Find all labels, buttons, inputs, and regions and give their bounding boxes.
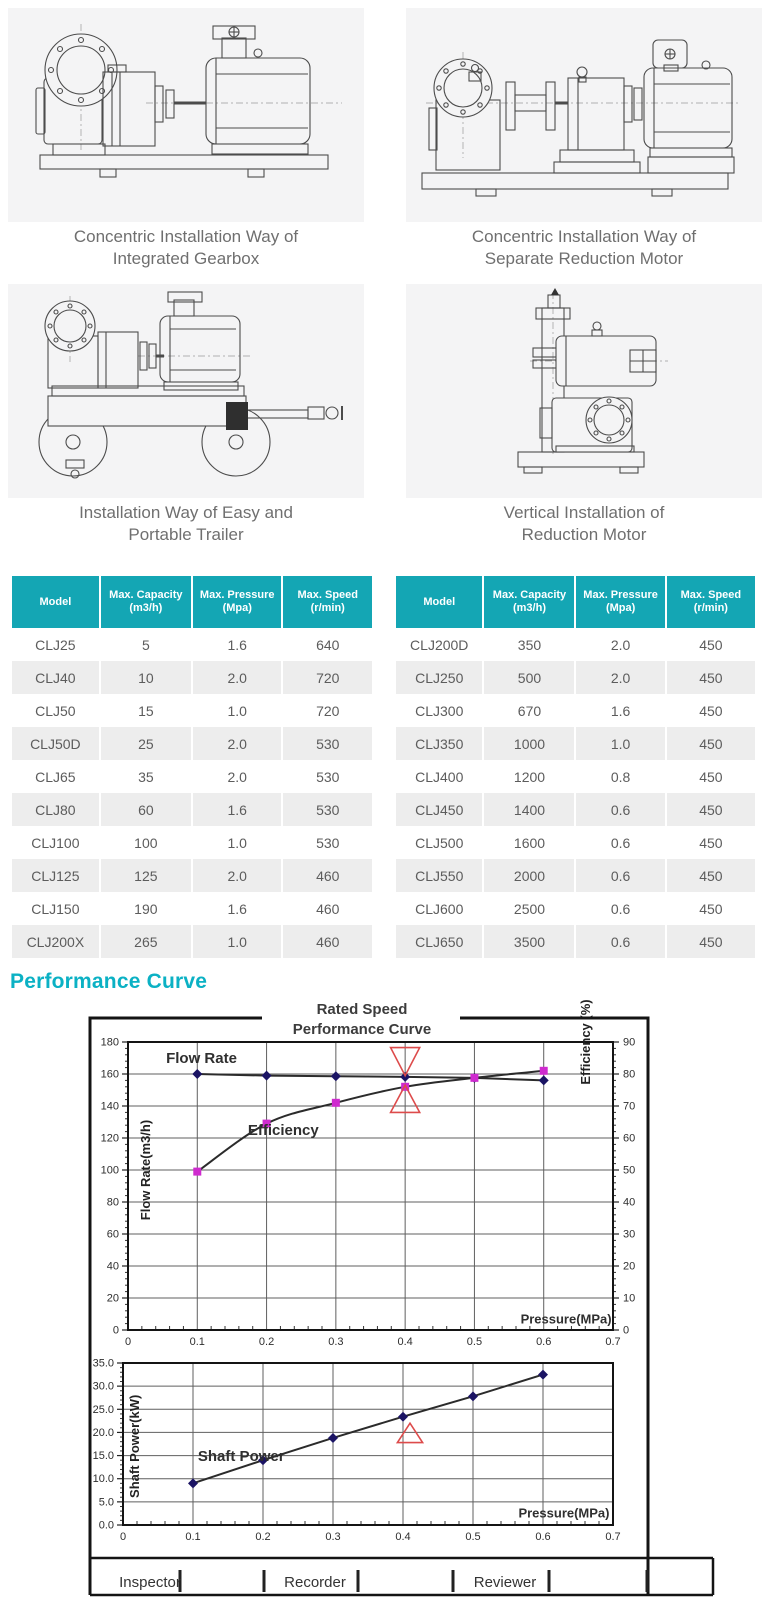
table-cell: CLJ650	[396, 925, 482, 958]
table-cell: 1600	[513, 834, 546, 851]
table-cell: 1.6	[193, 793, 282, 826]
table-cell: CLJ500	[415, 834, 464, 851]
col-header-speed: Max. Speed (r/min)	[283, 576, 372, 628]
table-cell: 0.6	[576, 793, 664, 826]
col-header-model: Model	[396, 576, 482, 628]
table-cell: 530	[283, 793, 372, 826]
table-cell: 0.8	[610, 768, 631, 785]
table-cell: 450	[667, 661, 755, 694]
table-cell: CLJ550	[396, 859, 482, 892]
table-cell: 2.0	[576, 661, 664, 694]
table-row	[12, 628, 372, 661]
col-header-speed: Max. Speed (r/min)	[667, 576, 755, 628]
table-cell: CLJ100	[31, 834, 80, 851]
table-cell: 35	[138, 768, 154, 785]
table-cell: 5	[141, 636, 150, 653]
table-cell: 265	[101, 925, 191, 958]
table-cell: 1000	[484, 727, 574, 760]
svg-text:Efficiency (%): Efficiency (%)	[578, 999, 593, 1085]
table-cell: 2000	[484, 859, 574, 892]
svg-text:0.1: 0.1	[185, 1531, 201, 1543]
svg-text:180: 180	[100, 1036, 119, 1049]
table-cell: CLJ50	[35, 702, 76, 719]
table-row	[396, 892, 755, 925]
table-cell: CLJ200X	[12, 925, 99, 958]
caption-line: Concentric Installation Way of	[471, 227, 697, 246]
svg-text:Shaft Power: Shaft Power	[197, 1448, 285, 1466]
table-cell: 530	[316, 768, 340, 785]
table-cell: CLJ250	[396, 661, 482, 694]
svg-text:0.5: 0.5	[465, 1531, 481, 1543]
table-cell: 2500	[513, 900, 546, 917]
table-row	[396, 925, 755, 958]
table-row	[12, 925, 372, 958]
svg-text:0.2: 0.2	[258, 1336, 275, 1348]
svg-text:0: 0	[623, 1324, 630, 1337]
table-cell: 1200	[513, 768, 546, 785]
table-cell: 1.0	[193, 925, 282, 958]
table-cell: 720	[283, 661, 372, 694]
table-row	[396, 628, 755, 661]
table-cell: 0.6	[610, 834, 631, 851]
table-cell: 1400	[484, 793, 574, 826]
caption-line: Installation Way of Easy and	[79, 503, 293, 522]
col-header-model: Model	[12, 576, 99, 628]
svg-text:5.0: 5.0	[98, 1496, 114, 1509]
table-cell: 720	[316, 702, 340, 719]
svg-text:140: 140	[100, 1100, 119, 1113]
pump-vertical-installation-drawing	[406, 284, 762, 498]
table-cell: 450	[699, 636, 723, 653]
svg-text:20.0: 20.0	[92, 1426, 114, 1439]
svg-text:Pressure(MPa): Pressure(MPa)	[518, 1505, 610, 1521]
svg-text:35.0: 35.0	[92, 1357, 114, 1370]
table-cell: 450	[699, 768, 723, 785]
svg-text:25.0: 25.0	[92, 1403, 114, 1416]
svg-text:Inspector: Inspector	[119, 1574, 181, 1591]
table-row	[12, 892, 372, 925]
table-cell: 60	[101, 793, 191, 826]
table-cell: 450	[667, 793, 755, 826]
caption-line: Separate Reduction Motor	[484, 249, 684, 268]
table-cell: 530	[283, 727, 372, 760]
svg-text:15.0: 15.0	[92, 1450, 114, 1463]
caption-line: Reduction Motor	[521, 525, 647, 544]
table-cell: CLJ600	[415, 900, 464, 917]
table-cell: CLJ125	[12, 859, 99, 892]
table-header-row	[396, 576, 755, 628]
table-cell: CLJ350	[396, 727, 482, 760]
svg-text:Efficiency: Efficiency	[247, 1121, 319, 1139]
table-cell: 1.0	[227, 834, 247, 851]
table-header-row	[12, 576, 372, 628]
table-cell: 2.0	[227, 768, 247, 785]
caption-line: Portable Trailer	[128, 525, 244, 544]
pump-separate-reduction-motor-drawing	[406, 8, 762, 222]
performance-curve-figure	[0, 998, 770, 1599]
table-cell: 0.6	[576, 925, 664, 958]
table-cell: CLJ400	[415, 768, 464, 785]
caption-separate-reduction-motor	[406, 226, 762, 270]
table-cell: 1.6	[227, 636, 247, 653]
svg-text:60: 60	[106, 1228, 119, 1241]
table-cell: 25	[101, 727, 191, 760]
svg-text:100: 100	[100, 1164, 119, 1177]
table-cell: 450	[699, 900, 723, 917]
svg-text:160: 160	[100, 1068, 119, 1081]
table-cell: 670	[517, 702, 542, 719]
table-cell: 460	[283, 925, 372, 958]
table-cell: 15	[138, 702, 154, 719]
table-cell: 125	[101, 859, 191, 892]
table-cell: CLJ300	[415, 702, 464, 719]
table-cell: CLJ25	[35, 636, 76, 653]
table-cell: 450	[699, 702, 723, 719]
table-row	[12, 661, 372, 694]
table-cell: 1.0	[576, 727, 664, 760]
drawing-card-vertical-installation	[406, 284, 762, 498]
svg-text:Rated Speed: Rated Speed	[316, 1001, 408, 1018]
table-cell: 450	[667, 859, 755, 892]
caption-portable-trailer	[8, 502, 364, 546]
svg-text:120: 120	[100, 1132, 119, 1145]
svg-text:90: 90	[623, 1036, 636, 1049]
table-row	[396, 661, 755, 694]
table-cell: 350	[517, 636, 542, 653]
svg-text:40: 40	[106, 1260, 119, 1273]
svg-text:0.3: 0.3	[325, 1531, 341, 1543]
svg-text:30.0: 30.0	[92, 1380, 114, 1393]
svg-text:0.7: 0.7	[605, 1336, 621, 1348]
svg-text:20: 20	[623, 1260, 636, 1273]
table-cell: CLJ40	[12, 661, 99, 694]
svg-text:0.2: 0.2	[255, 1531, 271, 1543]
caption-integrated-gearbox	[8, 226, 364, 270]
svg-text:70: 70	[623, 1100, 636, 1113]
table-cell: 2.0	[610, 636, 631, 653]
drawing-card-integrated-gearbox	[8, 8, 364, 222]
table-cell: CLJ150	[31, 900, 80, 917]
svg-text:0: 0	[124, 1336, 132, 1348]
svg-text:40: 40	[623, 1196, 636, 1209]
table-cell: 190	[134, 900, 158, 917]
table-cell: 2.0	[193, 661, 282, 694]
col-header-pressure: Max. Pressure (Mpa)	[576, 576, 664, 628]
svg-text:Flow Rate: Flow Rate	[166, 1049, 237, 1067]
table-cell: 450	[667, 925, 755, 958]
table-cell: 450	[667, 727, 755, 760]
table-row	[396, 760, 755, 793]
svg-text:Performance Curve: Performance Curve	[292, 1021, 432, 1038]
caption-line: Vertical Installation of	[503, 503, 665, 522]
svg-text:20: 20	[106, 1292, 119, 1305]
pump-integrated-gearbox-drawing	[8, 8, 364, 222]
table-cell: 2.0	[193, 727, 282, 760]
table-cell: CLJ200D	[410, 636, 469, 653]
section-title: Performance Curve	[10, 970, 208, 993]
table-cell: 3500	[484, 925, 574, 958]
table-cell: CLJ50D	[12, 727, 99, 760]
svg-text:80: 80	[106, 1196, 119, 1209]
table-row	[12, 760, 372, 793]
table-cell: 640	[316, 636, 340, 653]
svg-text:Pressure(MPa): Pressure(MPa)	[520, 1311, 612, 1327]
svg-text:0: 0	[119, 1531, 127, 1543]
table-cell: 100	[134, 834, 158, 851]
table-cell: 2.0	[193, 859, 282, 892]
table-row	[12, 793, 372, 826]
table-cell: 460	[316, 900, 340, 917]
svg-text:50: 50	[623, 1164, 636, 1177]
spec-table-left	[10, 576, 374, 958]
table-row	[396, 727, 755, 760]
table-row	[396, 859, 755, 892]
svg-text:Reviewer: Reviewer	[473, 1574, 537, 1591]
table-row	[396, 793, 755, 826]
caption-line: Concentric Installation Way of	[73, 227, 299, 246]
table-cell: 1.6	[610, 702, 631, 719]
table-cell: 1.0	[227, 702, 247, 719]
drawing-card-separate-reduction-motor	[406, 8, 762, 222]
svg-text:80: 80	[623, 1068, 636, 1081]
svg-text:10.0: 10.0	[92, 1473, 114, 1486]
table-row	[12, 826, 372, 859]
svg-text:0.0: 0.0	[98, 1519, 114, 1532]
svg-text:30: 30	[623, 1228, 636, 1241]
svg-text:0.3: 0.3	[328, 1336, 344, 1348]
svg-text:Flow Rate(m3/h): Flow Rate(m3/h)	[138, 1119, 153, 1221]
spec-table-right	[394, 576, 757, 958]
svg-text:0.6: 0.6	[535, 1531, 551, 1543]
table-cell: 0.6	[610, 900, 631, 917]
table-cell: 450	[699, 834, 723, 851]
svg-text:0.4: 0.4	[395, 1531, 411, 1543]
table-row	[12, 727, 372, 760]
svg-text:0.7: 0.7	[605, 1531, 621, 1543]
svg-text:0.6: 0.6	[536, 1336, 552, 1348]
col-header-capacity: Max. Capacity (m3/h)	[484, 576, 574, 628]
table-cell: 10	[101, 661, 191, 694]
svg-text:0.4: 0.4	[397, 1336, 413, 1348]
table-cell: 460	[283, 859, 372, 892]
table-row	[396, 694, 755, 727]
caption-line: Integrated Gearbox	[112, 249, 260, 268]
table-cell: CLJ80	[12, 793, 99, 826]
svg-text:Shaft Power(kW): Shaft Power(kW)	[127, 1394, 142, 1498]
table-row	[396, 826, 755, 859]
table-cell: 530	[316, 834, 340, 851]
svg-text:10: 10	[623, 1292, 636, 1305]
col-header-pressure: Max. Pressure (Mpa)	[193, 576, 282, 628]
svg-text:0.5: 0.5	[466, 1336, 483, 1348]
table-cell: CLJ65	[35, 768, 76, 785]
pump-portable-trailer-drawing	[8, 284, 364, 498]
table-cell: 0.6	[576, 859, 664, 892]
drawing-card-portable-trailer	[8, 284, 364, 498]
table-cell: 1.6	[227, 900, 247, 917]
table-row	[12, 859, 372, 892]
table-cell: 500	[484, 661, 574, 694]
table-row	[12, 694, 372, 727]
caption-vertical-installation	[406, 502, 762, 546]
col-header-capacity: Max. Capacity (m3/h)	[101, 576, 191, 628]
svg-text:Recorder: Recorder	[284, 1574, 346, 1591]
svg-text:0: 0	[112, 1324, 119, 1337]
svg-text:0.1: 0.1	[189, 1336, 205, 1348]
svg-text:60: 60	[623, 1132, 636, 1145]
table-cell: CLJ450	[396, 793, 482, 826]
